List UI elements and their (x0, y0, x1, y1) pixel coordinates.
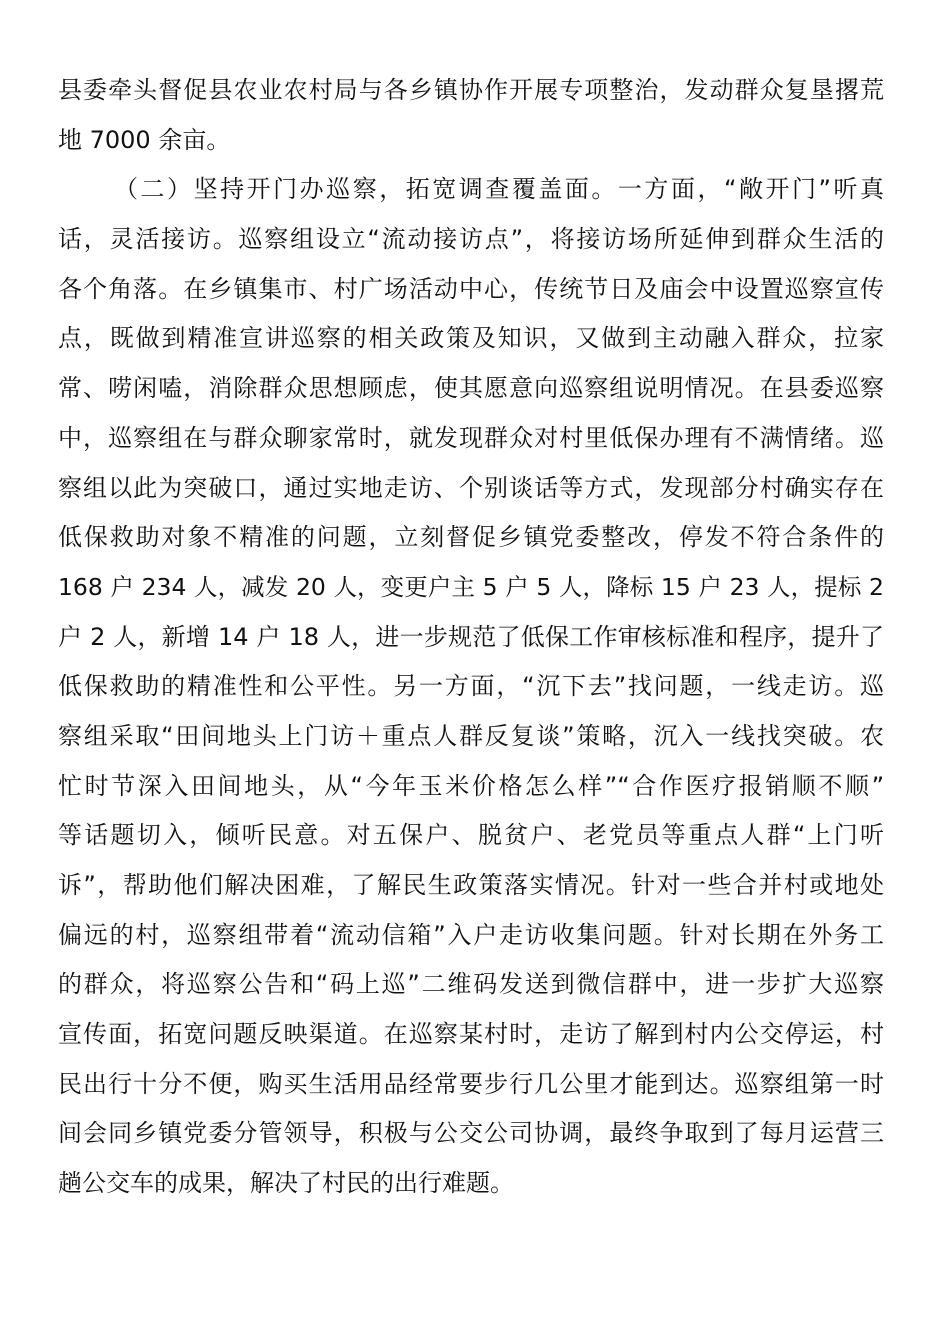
text-line: 各个角落。在乡镇集市、村广场活动中心，传统节日及庙会中设置巡察宣传 (58, 274, 884, 303)
text-line: 偏远的村，巡察组带着“流动信箱”入户走访收集问题。针对长期在外务工 (58, 920, 884, 949)
text-line: 168 户 234 人，减发 20 人，变更户主 5 户 5 人，降标 15 户 23 人，提标 2 (58, 572, 884, 601)
text-line: 察组采取“田间地头上门访＋重点人群反复谈”策略，沉入一线找突破。农 (58, 721, 884, 750)
text-line: 低保救助的精准性和公平性。另一方面，“沉下去”找问题，一线走访。巡 (58, 672, 884, 701)
text-line: 低保救助对象不精准的问题，立刻督促乡镇党委整改，停发不符合条件的 (58, 523, 884, 552)
text-line: 忙时节深入田间地头，从“今年玉米价格怎么样”“合作医疗报销顺不顺” (58, 771, 884, 800)
text-line: 话，灵活接访。巡察组设立“流动接访点”，将接访场所延伸到群众生活的 (58, 225, 884, 254)
text-line: 地 7000 余亩。 (58, 125, 231, 154)
text-line: 诉”，帮助他们解决困难，了解民生政策落实情况。针对一些合并村或地处 (58, 871, 884, 899)
text-line: 县委牵头督促县农业农村局与各乡镇协作开展专项整治，发动群众复垦撂荒 (58, 76, 884, 104)
text-line: 等话题切入，倾听民意。对五保户、脱贫户、老党员等重点人群“上门听 (58, 821, 884, 850)
paragraph-1 (58, 66, 884, 165)
text-line: 间会同乡镇党委分管领导，积极与公交公司协调，最终争取到了每月运营三 (58, 1119, 884, 1148)
section-heading-line: （二）坚持开门办巡察，拓宽调查覆盖面。一方面，“敞开门”听真 (114, 175, 884, 204)
text-line: 户 2 人，新增 14 户 18 人，进一步规范了低保工作审核标准和程序，提升了 (58, 622, 884, 651)
paragraph-2 (58, 165, 884, 1208)
text-line: 常、唠闲嗑，消除群众思想顾虑，使其愿意向巡察组说明情况。在县委巡察 (58, 374, 884, 403)
text-line: 民出行十分不便，购买生活用品经常要步行几公里才能到达。巡察组第一时 (58, 1069, 884, 1098)
text-line: 中，巡察组在与群众聊家常时，就发现群众对村里低保办理有不满情绪。巡 (58, 423, 884, 452)
document-page (58, 66, 884, 1209)
text-line: 的群众，将巡察公告和“码上巡”二维码发送到微信群中，进一步扩大巡察 (58, 970, 884, 999)
text-line: 宣传面，拓宽问题反映渠道。在巡察某村时，走访了解到村内公交停运，村 (58, 1020, 884, 1049)
text-line: 趟公交车的成果，解决了村民的出行难题。 (58, 1169, 514, 1198)
text-line: 点，既做到精准宣讲巡察的相关政策及知识，又做到主动融入群众，拉家 (58, 324, 884, 353)
text-line: 察组以此为突破口，通过实地走访、个别谈话等方式，发现部分村确实存在 (58, 473, 884, 502)
